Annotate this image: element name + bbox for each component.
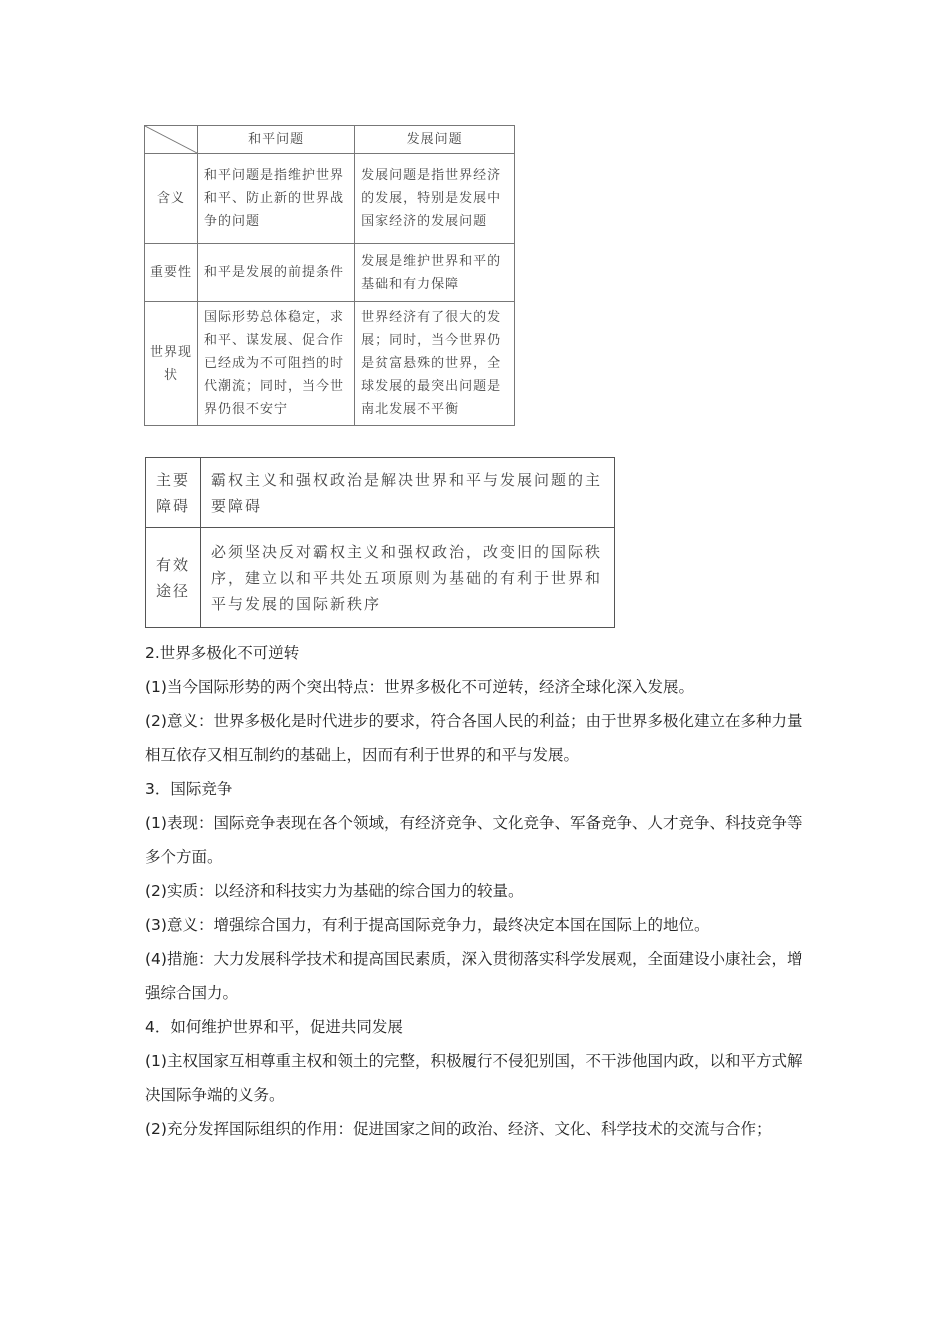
table-header-row — [145, 126, 515, 154]
paragraph: (2)实质：以经济和科技实力为基础的综合国力的较量。 — [145, 882, 524, 900]
paragraph: (2)充分发挥国际组织的作用：促进国家之间的政治、经济、文化、科学技术的交流与合作； — [145, 1120, 772, 1138]
body-text — [145, 636, 815, 1146]
diagonal-corner-cell — [145, 126, 198, 154]
row-label-meaning: 含义 — [145, 154, 198, 244]
section-heading: 4．如何维护世界和平，促进共同发展 — [145, 1018, 403, 1036]
row-label-status: 世界现状 — [145, 302, 198, 426]
cell-obstacle: 霸权主义和强权政治是解决世界和平与发展问题的主要障碍 — [201, 458, 615, 528]
header-peace: 和平问题 — [198, 126, 355, 154]
paragraph: (3)意义：增强综合国力，有利于提高国际竞争力，最终决定本国在国际上的地位。 — [145, 916, 710, 934]
section-heading: 3．国际竞争 — [145, 780, 233, 798]
cell-development-meaning: 发展问题是指世界经济的发展，特别是发展中国家经济的发展问题 — [355, 154, 515, 244]
paragraph: (1)当今国际形势的两个突出特点：世界多极化不可逆转，经济全球化深入发展。 — [145, 678, 694, 696]
cell-approach: 必须坚决反对霸权主义和强权政治，改变旧的国际秩序，建立以和平共处五项原则为基础的有利于世界和平与发展的国际新秩序 — [201, 528, 615, 628]
section-heading: 2.世界多极化不可逆转 — [145, 644, 300, 662]
peace-development-table — [144, 125, 515, 426]
row-label-obstacle: 主要障碍 — [146, 458, 201, 528]
cell-development-status: 世界经济有了很大的发展；同时，当今世界仍是贫富悬殊的世界，全球发展的最突出问题是南北发展不平衡 — [355, 302, 515, 426]
table-row — [146, 528, 615, 628]
cell-peace-status: 国际形势总体稳定，求和平、谋发展、促合作已经成为不可阻挡的时代潮流；同时，当今世界仍很不安宁 — [198, 302, 355, 426]
table-row — [145, 154, 515, 244]
table-row — [146, 458, 615, 528]
paragraph: (1)表现：国际竞争表现在各个领域，有经济竞争、文化竞争、军备竞争、人才竞争、科技竞争等多个方面。 — [145, 814, 803, 866]
row-label-approach: 有效途径 — [146, 528, 201, 628]
header-development: 发展问题 — [355, 126, 515, 154]
row-label-importance: 重要性 — [145, 244, 198, 302]
paragraph: (1)主权国家互相尊重主权和领土的完整，积极履行不侵犯别国，不干涉他国内政，以和平方式解决国际争端的义务。 — [145, 1052, 803, 1104]
table-row — [145, 244, 515, 302]
diagonal-line-icon — [145, 126, 197, 153]
obstacles-table — [145, 457, 615, 628]
paragraph: (4)措施：大力发展科学技术和提高国民素质，深入贯彻落实科学发展观，全面建设小康社会，增强综合国力。 — [145, 950, 803, 1002]
table-row — [145, 302, 515, 426]
cell-peace-meaning: 和平问题是指维护世界和平、防止新的世界战争的问题 — [198, 154, 355, 244]
paragraph: (2)意义：世界多极化是时代进步的要求，符合各国人民的利益；由于世界多极化建立在多种力量相互依存又相互制约的基础上，因而有利于世界的和平与发展。 — [145, 712, 803, 764]
cell-peace-importance: 和平是发展的前提条件 — [198, 244, 355, 302]
cell-development-importance: 发展是维护世界和平的基础和有力保障 — [355, 244, 515, 302]
